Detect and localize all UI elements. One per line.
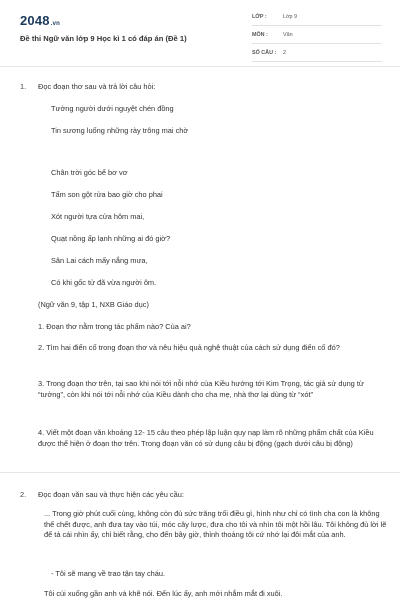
poem-line: Quạt nồng ấp lạnh những ai đó giờ? — [51, 234, 171, 243]
sub-question-4: 4. Viết một đoạn văn khoảng 12- 15 câu theo phép lập luận quy nạp làm rõ những phẩm chất của Kiều được thể hiện ở đoạn thơ trên. Trong đoạn văn có sử dụng câu bị động (gạch dưới câu bị động) — [38, 428, 374, 448]
sub-question-3: 3. Trong đoạn thơ trên, tại sao khi nói tới nỗi nhớ của Kiều hướng tới Kim Trọng, tác giả sử dụng từ “tưởng”, còn khi nói tới nỗi nhớ của Kiều dành cho cha mẹ, nhà thơ lại dùng từ “xót” — [38, 379, 364, 399]
question-prompt: Đọc đoạn thơ sau và trả lời câu hỏi: — [38, 82, 156, 91]
passage-text: ... Trong giờ phút cuối cùng, không còn đủ sức trăng trối điều gì, hình như chỉ có tình cha con là không thể chết được, anh đưa tay vào túi, móc cây lược, đưa cho tôi và nhìn tôi một hồi lâu. Tôi không đủ lời lẽ để tả cái nhìn ấy, chỉ biết rằng, cho đến bây giờ, thỉnh thoảng tôi cứ nhớ lại đôi mắt của anh. — [44, 509, 387, 539]
meta-key: LỚP : — [252, 14, 267, 20]
sub-question-2: 2. Tìm hai điển cố trong đoạn thơ và nêu hiệu quả nghệ thuật của cách sử dụng điển cố đó? — [38, 343, 340, 352]
poem-line: Sân Lai cách mấy nắng mưa, — [51, 256, 148, 265]
poem-source: (Ngữ văn 9, tập 1, NXB Giáo dục) — [38, 300, 149, 309]
meta-info — [252, 14, 382, 68]
page-header — [0, 0, 400, 66]
poem-line: Chân trời góc bể bơ vơ — [51, 168, 128, 177]
logo-text: 2048 — [20, 13, 50, 28]
poem-line: Có khi gốc tử đã vừa người ôm. — [51, 278, 157, 287]
logo-suffix: .vn — [50, 21, 61, 27]
poem-line: Xót người tựa cửa hôm mai, — [51, 212, 145, 221]
page-title: Đề thi Ngữ văn lớp 9 Học kì 1 có đáp án (Đề 1) — [20, 34, 187, 43]
meta-row-count — [252, 50, 382, 62]
site-logo[interactable] — [20, 13, 60, 28]
question-number: 1. — [20, 82, 27, 91]
passage-line: Tôi cúi xuống gần anh và khẽ nói. Đến lúc ấy, anh mới nhắm mắt đi xuôi. — [44, 589, 283, 598]
poem-line: Tưởng người dưới nguyệt chén đồng — [51, 104, 174, 113]
question-number: 2. — [20, 490, 27, 499]
meta-row-class — [252, 14, 382, 26]
question-2 — [20, 490, 390, 598]
poem-line: Tin sương luống những rày trông mai chờ — [51, 126, 189, 135]
question-divider — [0, 472, 400, 473]
meta-key: SỐ CÂU : — [252, 50, 277, 56]
meta-key: MÔN : — [252, 32, 268, 38]
meta-value: Lớp 9 — [283, 14, 298, 20]
header-divider — [0, 66, 400, 67]
poem-line: Tấm son gột rửa bao giờ cho phai — [51, 190, 163, 199]
question-1 — [20, 82, 390, 462]
meta-row-subject — [252, 32, 382, 44]
question-prompt: Đọc đoạn văn sau và thực hiện các yêu cầu: — [38, 490, 184, 499]
meta-value: 2 — [283, 50, 286, 56]
passage-line: - Tôi sẽ mang về trao tận tay cháu. — [51, 569, 166, 578]
meta-value: Văn — [283, 32, 293, 38]
sub-question-1: 1. Đoạn thơ nằm trong tác phẩm nào? Của ai? — [38, 322, 191, 331]
